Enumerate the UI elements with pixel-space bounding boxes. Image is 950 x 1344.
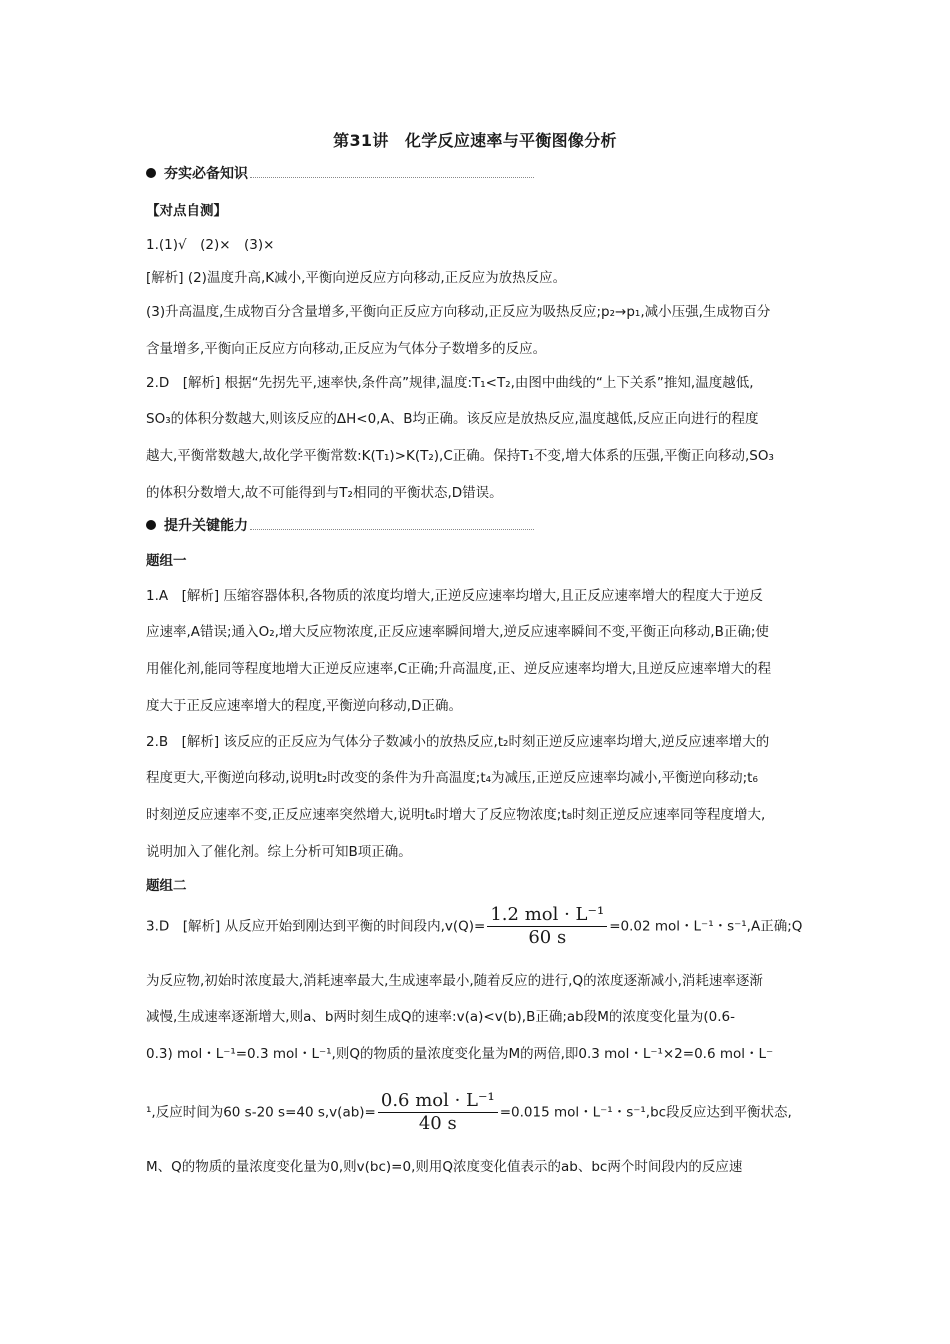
rate-formula-line [146,904,802,949]
formula-prefix: ¹,反应时间为60 s-20 s=40 s,v(ab)= [146,1104,376,1121]
fraction-numerator: 1.2 mol · L⁻¹ [487,904,607,927]
section-label: 夯实必备知识 [164,166,248,182]
answer-2-line: 的体积分数增大,故不可能得到与T₂相同的平衡状态,D错误。 [146,485,503,501]
formula-suffix: =0.02 mol・L⁻¹・s⁻¹,A正确;Q [609,918,803,935]
formula-suffix: =0.015 mol・L⁻¹・s⁻¹,bc段反应达到平衡状态, [499,1104,792,1121]
page-title: 第31讲 化学反应速率与平衡图像分析 [333,131,617,150]
group1-answer-line: 应速率,A错误;通入O₂,增大反应物浓度,正反应速率瞬间增大,逆反应速率瞬间不变,平衡正向移动,B正确;使 [146,624,769,640]
group1-answer2-line: 说明加入了催化剂。综上分析可知B项正确。 [146,844,412,860]
section-label: 提升关键能力 [164,518,248,534]
fraction-rate-q [487,904,607,949]
fraction-numerator: 0.6 mol · L⁻¹ [378,1090,498,1113]
group1-answer-line: 用催化剂,能同等程度地增大正逆反应速率,C正确;升高温度,正、逆反应速率均增大,且逆反应速率增大的程 [146,661,772,677]
group1-answer2-line: 2.B [解析] 该反应的正反应为气体分子数减小的放热反应,t₂时刻正逆反应速率均增大,逆反应速率增大的 [146,734,770,750]
group1-answer2-line: 时刻逆反应速率不变,正反应速率突然增大,说明t₆时增大了反应物浓度;t₈时刻正逆反应速率同等程度增大, [146,807,766,823]
group2-answer-line: 0.3) mol・L⁻¹=0.3 mol・L⁻¹,则Q的物质的量浓度变化量为M的两倍,即0.3 mol・L⁻¹×2=0.6 mol・L⁻ [146,1046,774,1062]
answer-2-line: 越大,平衡常数越大,故化学平衡常数:K(T₁)>K(T₂),C正确。保持T₁不变,增大体系的压强,平衡正向移动,SO₃ [146,448,774,464]
section-heading-foundation [146,163,534,183]
group1-answer2-line: 程度更大,平衡逆向移动,说明t₂时改变的条件为升高温度;t₄为减压,正逆反应速率均减小,平衡逆向移动;t₆ [146,770,758,786]
analysis-line: 含量增多,平衡向正反应方向移动,正反应为气体分子数增多的反应。 [146,341,547,357]
dotted-rule [250,177,534,178]
answer-2-line: 2.D [解析] 根据“先拐先平,速率快,条件高”规律,温度:T₁<T₂,由图中曲线的“上下关系”推知,温度越低, [146,375,754,391]
bullet-dot-icon [146,168,156,178]
bullet-dot-icon [146,520,156,530]
subheading-self-test: 【对点自测】 [146,203,227,219]
section-heading-ability [146,515,534,535]
fraction-denominator: 60 s [528,927,567,948]
answer-line-1: 1.(1)√ (2)× (3)× [146,237,275,253]
analysis-line: (3)升高温度,生成物百分含量增多,平衡向正反应方向移动,正反应为吸热反应;p₂→p₁,减小压强,生成物百分 [146,304,771,320]
analysis-line: [解析] (2)温度升高,K减小,平衡向逆反应方向移动,正反应为放热反应。 [146,270,567,286]
group-heading-2: 题组二 [146,878,187,894]
dotted-rule [250,529,534,530]
formula-prefix: 3.D [解析] 从反应开始到刚达到平衡的时间段内,v(Q)= [146,918,486,935]
fraction-denominator: 40 s [418,1113,457,1134]
group2-answer-line: 减慢,生成速率逐渐增大,则a、b两时刻生成Q的速率:v(a)<v(b),B正确;ab段M的浓度变化量为(0.6- [146,1009,735,1025]
rate-formula-line-2 [146,1090,792,1135]
group-heading-1: 题组一 [146,553,187,569]
fraction-rate-ab [378,1090,498,1135]
group2-answer-line: M、Q的物质的量浓度变化量为0,则v(bc)=0,则用Q浓度变化值表示的ab、bc两个时间段内的反应速 [146,1159,743,1175]
answer-2-line: SO₃的体积分数越大,则该反应的ΔH<0,A、B均正确。该反应是放热反应,温度越低,反应正向进行的程度 [146,411,759,427]
group1-answer-line: 度大于正反应速率增大的程度,平衡逆向移动,D正确。 [146,698,462,714]
group1-answer-line: 1.A [解析] 压缩容器体积,各物质的浓度均增大,正逆反应速率均增大,且正反应速率增大的程度大于逆反 [146,588,763,604]
group2-answer-line: 为反应物,初始时浓度最大,消耗速率最大,生成速率最小,随着反应的进行,Q的浓度逐渐减小,消耗速率逐渐 [146,973,763,989]
